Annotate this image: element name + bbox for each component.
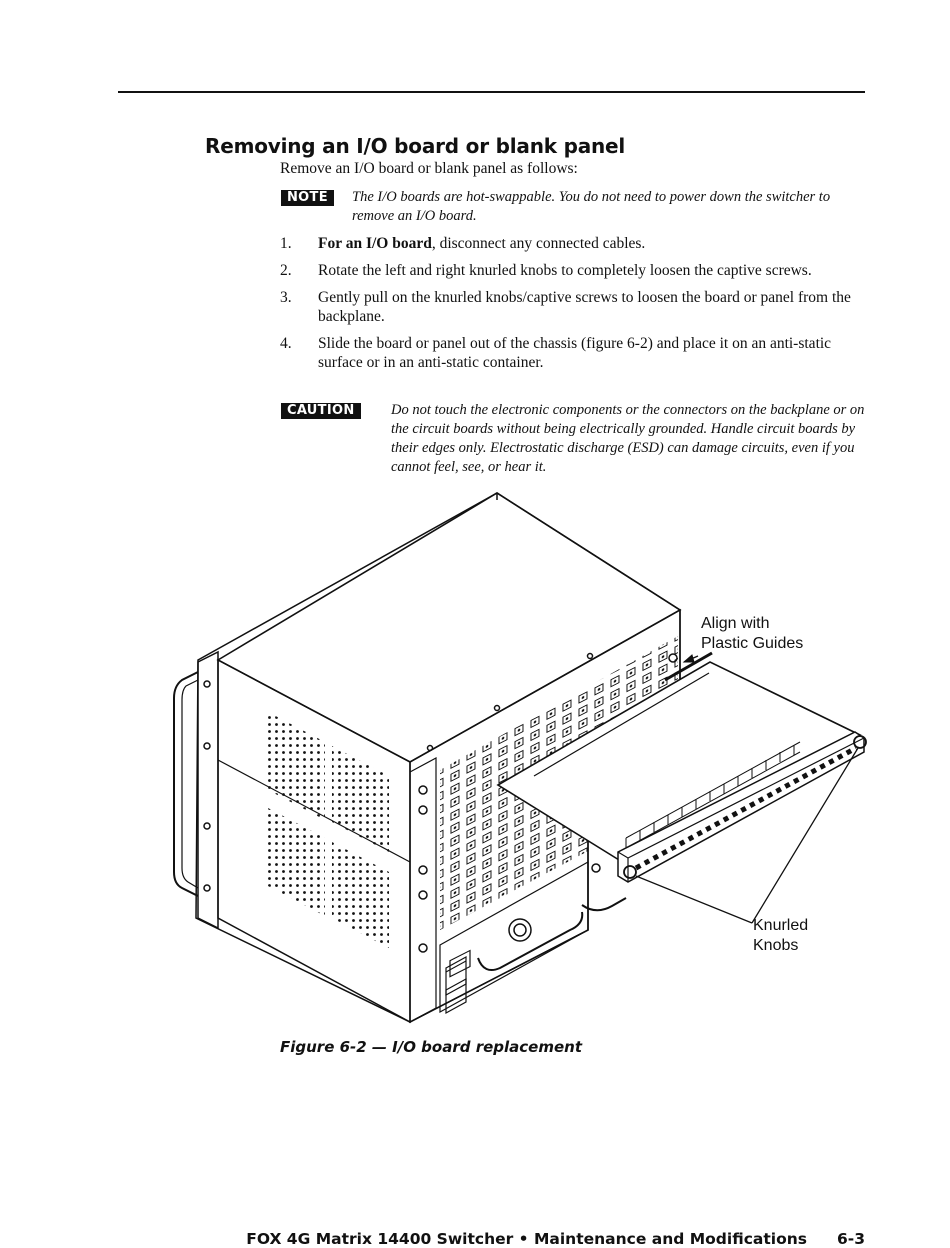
io-board [498,662,860,868]
step-number: 4. [280,335,292,352]
step-rest: , disconnect any connected cables. [431,235,646,252]
chassis-handle [174,672,198,896]
step-text: Gently pull on the knurled knobs/captive screws to loosen the board or panel from the backplane. [318,289,851,325]
header-rule [118,91,865,93]
rear-panel [410,610,680,1022]
note-label: NOTE [281,190,334,206]
caution-text: Do not touch the electronic components or the connectors on the backplane or on the circuit boards without being electrically grounded. Handle circuit boards by their edges only. Electrostatic discharge (ESD) can damage circuits, even if you cannot feel, see, or hear it. [391,402,865,475]
align-callout-leader [684,656,698,662]
knurled-knob-left [624,866,636,878]
chassis-side-face [218,660,410,1022]
step-item [280,288,865,326]
step-number: 2. [280,262,292,279]
knurled-knob-right [854,736,866,748]
rack-ear [198,652,218,928]
callout-line: Plastic Guides [701,635,804,652]
step-list [280,234,865,380]
align-guides-callout [701,614,803,654]
step-text: Rotate the left and right knurled knobs to completely loosen the captive screws. [318,262,812,279]
step-item [280,334,865,372]
section-heading: Removing an I/O board or blank panel [205,134,626,158]
step-text [318,234,865,253]
step-number: 1. [280,235,292,252]
page-footer [0,1230,865,1248]
step-text: Slide the board or panel out of the chassis (figure 6-2) and place it on an anti-static surface or in an anti-static container. [318,335,832,371]
callout-line: Knurled [753,917,809,934]
section-intro: Remove an I/O board or blank panel as follows: [280,160,578,177]
caution-label: CAUTION [281,403,361,419]
knurled-knobs-callout [753,916,808,956]
callout-line: Knobs [753,937,799,954]
chassis-top-face [218,493,680,762]
footer-title: FOX 4G Matrix 14400 Switcher • Maintenance and Modifications [246,1230,807,1248]
step-number: 3. [280,289,292,306]
step-item [280,261,865,280]
power-supply-section [440,862,588,1012]
step-item [280,234,865,253]
note-text: The I/O boards are hot-swappable. You do not need to power down the switcher to remove an I/O board. [352,189,831,224]
step-bold: For an I/O board [318,235,432,252]
callout-line: Align with [701,615,770,632]
knobs-callout-leader [636,748,858,923]
figure-caption: Figure 6-2 — I/O board replacement [280,1038,582,1056]
page-number: 6-3 [836,1230,865,1248]
board-faceplate [618,732,864,882]
